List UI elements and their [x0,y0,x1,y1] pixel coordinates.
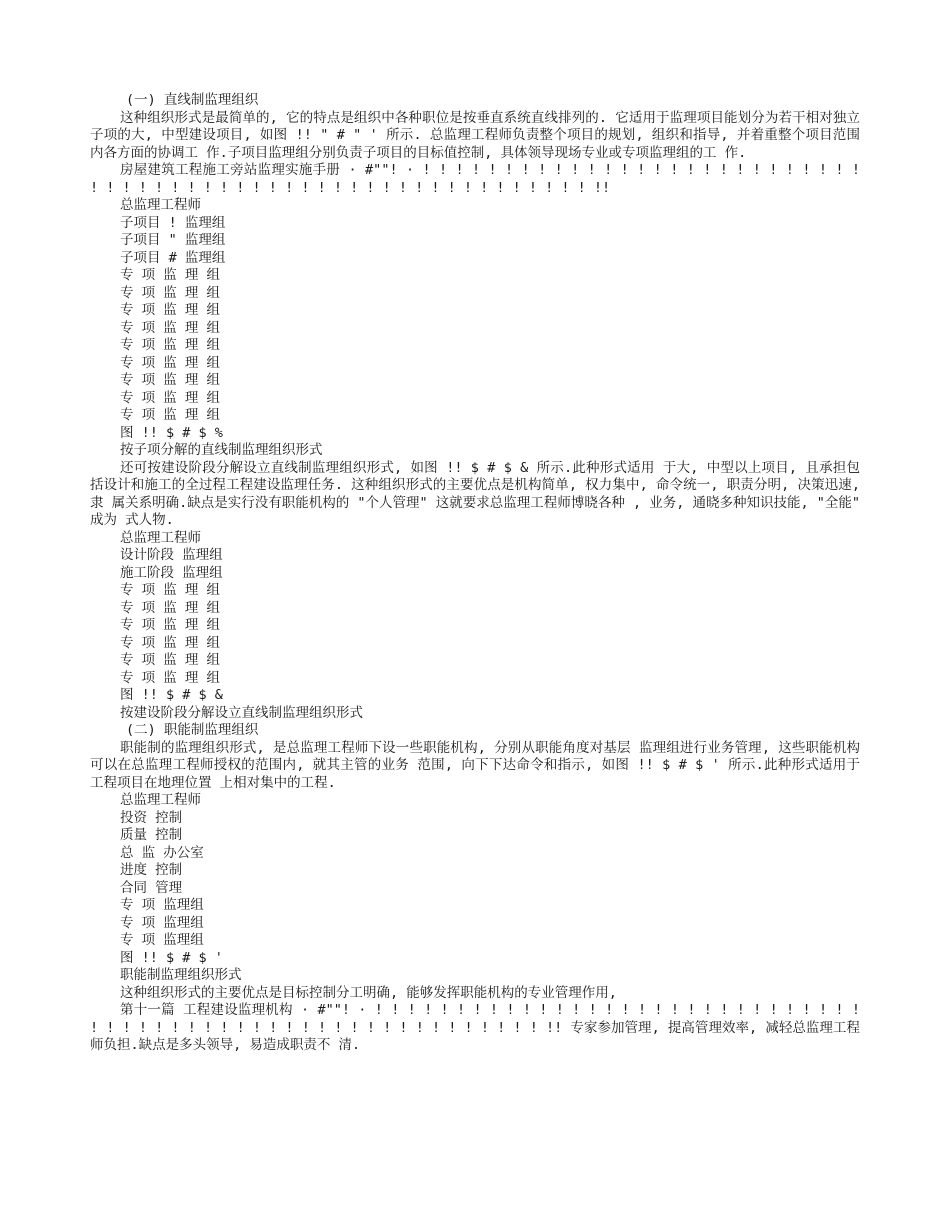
running-header: 第十一篇 工程建设监理机构 · #""! · ! ! ! ! ! ! ! ! ! ! ! ! ! ! ! ! ! ! ! ! ! ! ! ! ! ! ! ! ! ! ! ! ! ! ! ! ! ! ! ! ! ! ! ! ! ! ! ! ! ! ! ! ! ! ! ! ! ! !! 专家参加管理, 提高管理效率, 减轻总监理工程师负担.缺点是多头领导, 易造成职责不 清. [90,1002,860,1053]
figure-line: 专 项 监 理 组 [120,267,221,283]
figure-line: 施工阶段 监理组 [120,564,223,581]
figure-line: 总监理工程师 [120,529,201,546]
section-heading: (一) 直线制监理组织 [126,92,259,108]
figure-line: 设计阶段 监理组 [120,547,223,563]
figure-line: 专 项 监 理 组 [120,652,221,668]
figure-line: 专 项 监 理 组 [120,319,221,336]
figure-line: 专 项 监 理 组 [120,284,221,301]
figure-line: 子项目 ! 监理组 [120,214,226,231]
paragraph: 职能制的监理组织形式, 是总监理工程师下设一些职能机构, 分别从职能角度对基层 监理组进行业务管理, 这些职能机构可以在总监理工程师授权的范围内, 就其主管的业务 范围, 向下下达命令和指示, 如图 !! $ # $ ' 所示.此种形式适用于工程项目在地理位置 上相对集中的工程. [90,739,860,791]
figure-text-block [90,530,860,723]
figure-line: 专 项 监理组 [120,914,204,931]
paragraph: 这种组织形式是最简单的, 它的特点是组织中各种职位是按垂直系统直线排列的. 它适用于监理项目能划分为若干相对独立子项的大, 中型建设项目, 如图 !! " # " ' 所示. 总监理工程师负责整个项目的规划, 组织和指导, 并着重整个项目范围内各方面的协调工 作.子项目监理组分别负责子项目的目标值控制, 具体领导现场专业或专项监理组的工 作. [90,109,860,161]
figure-line: 专 项 监 理 组 [120,582,221,598]
figure-line: 进度 控制 [120,862,183,878]
figure-line: 合同 管理 [120,879,183,896]
figure-line: 图 !! $ # $ & [120,687,223,703]
section-heading: (二) 职能制监理组织 [126,722,259,738]
figure-line: 质量 控制 [120,827,183,843]
figure-line: 专 项 监理组 [120,932,204,948]
figure-line: 总监理工程师 [120,792,201,808]
document-page [90,92,860,1055]
figure-line: 专 项 监 理 组 [120,372,221,388]
figure-line: 总监理工程师 [120,197,201,213]
figure-line: 专 项 监 理 组 [120,599,221,616]
figure-line: 图 !! $ # $ % [120,424,223,441]
figure-line: 专 项 监理组 [120,897,204,913]
figure-line: 专 项 监 理 组 [120,669,221,686]
running-header: 房屋建筑工程施工旁站监理实施手册 · #""! · ! ! ! ! ! ! ! ! ! ! ! ! ! ! ! ! ! ! ! ! ! ! ! ! ! ! ! ! ! ! ! ! ! ! ! ! ! ! ! ! ! ! ! ! ! ! ! ! ! ! ! ! ! ! ! ! ! ! !! [90,162,860,196]
figure-text-block [90,792,860,985]
figure-line: 专 项 监 理 组 [120,302,221,318]
figure-line: 专 项 监 理 组 [120,617,221,633]
figure-line: 职能制监理组织形式 [120,967,242,983]
paragraph: 还可按建设阶段分解设立直线制监理组织形式, 如图 !! $ # $ & 所示.此种形式适用 于大, 中型以上项目, 且承担包括设计和施工的全过程工程建设监理任务. 这种组织形式的主要优点是机构简单, 权力集中, 命令统一, 职责分明, 决策迅速, 隶 属关系明确.缺点是实行没有职能机构的 "个人管理" 这就要求总监理工程师博晓各种 , 业务, 通晓多种知识技能, "全能" 成为 式人物. [90,459,860,528]
figure-line: 专 项 监 理 组 [120,407,221,423]
figure-line: 按建设阶段分解设立直线制监理组织形式 [120,704,363,721]
figure-line: 图 !! $ # $ ' [120,949,223,966]
figure-line: 总 监 办公室 [120,844,204,861]
figure-line: 子项目 # 监理组 [120,249,226,266]
figure-line: 子项目 " 监理组 [120,232,226,248]
figure-text-block [90,197,860,460]
figure-line: 专 项 监 理 组 [120,634,221,651]
paragraph: 这种组织形式的主要优点是目标控制分工明确, 能够发挥职能机构的专业管理作用, [120,984,617,1001]
figure-line: 专 项 监 理 组 [120,337,221,353]
figure-line: 按子项分解的直线制监理组织形式 [120,442,323,458]
figure-line: 专 项 监 理 组 [120,354,221,371]
figure-line: 投资 控制 [120,809,183,826]
figure-line: 专 项 监 理 组 [120,389,221,406]
